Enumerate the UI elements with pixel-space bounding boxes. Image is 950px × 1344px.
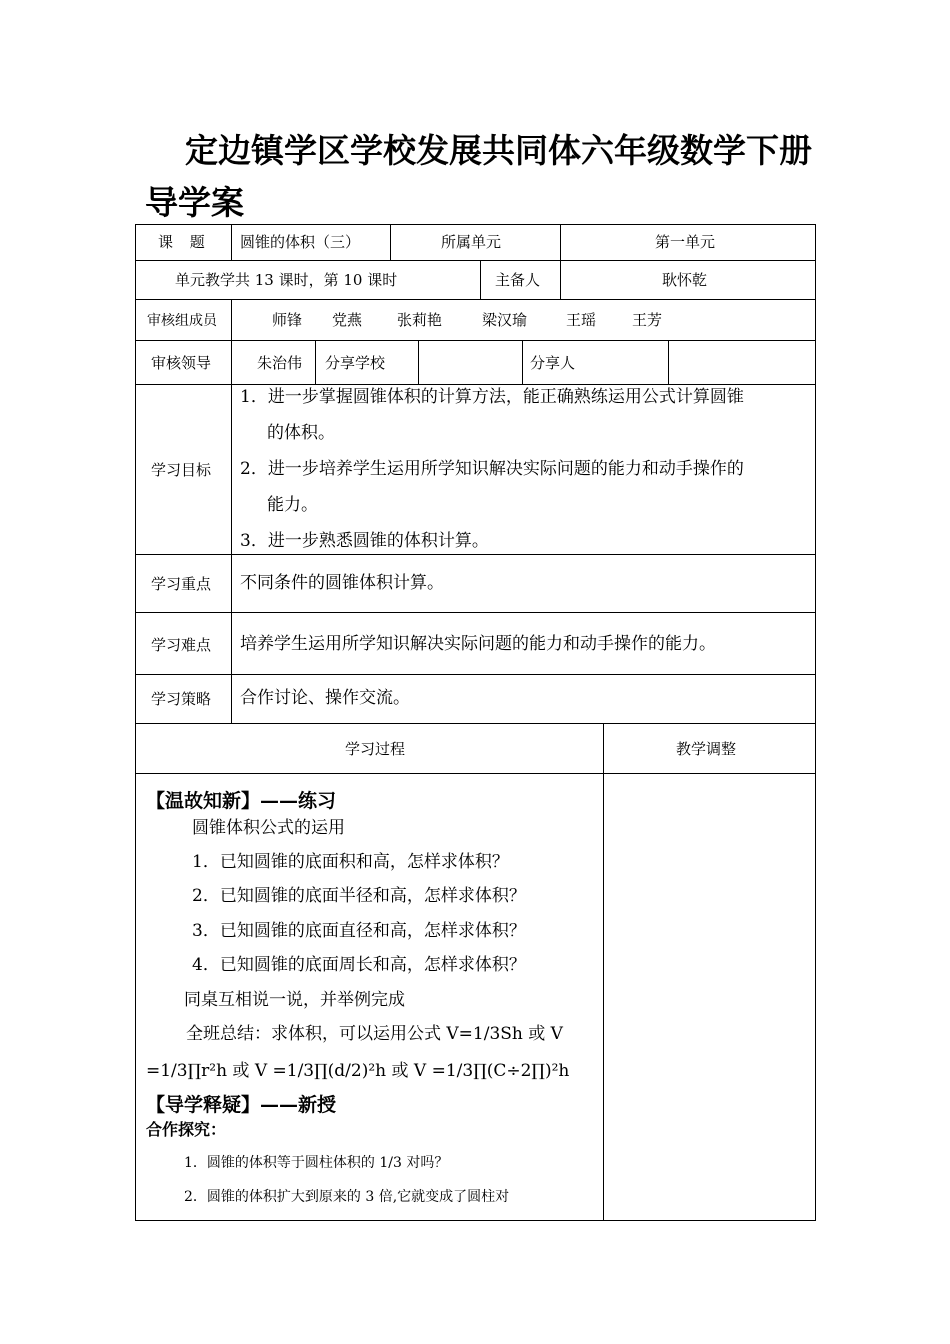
col-divider <box>231 299 232 723</box>
review-leader-value: 朱治伟 <box>257 354 303 372</box>
row-divider <box>135 260 816 261</box>
col-divider <box>668 340 669 384</box>
process-header: 学习过程 <box>345 740 406 758</box>
unit-label: 所属单元 <box>441 233 502 251</box>
focus-text: 不同条件的圆锥体积计算。 <box>240 573 444 593</box>
row-divider <box>135 674 816 675</box>
preparer-label: 主备人 <box>495 271 541 289</box>
col-divider <box>315 340 316 384</box>
preparer-value: 耿怀乾 <box>662 271 708 289</box>
goal-item: 2．进一步培养学生运用所学知识解决实际问题的能力和动手操作的 能力。 <box>240 459 744 515</box>
adjust-header: 教学调整 <box>676 740 737 758</box>
review-section-title: 【温故知新】——练习 <box>146 790 337 812</box>
review-member: 师锋 <box>272 311 303 329</box>
strategy-text: 合作讨论、操作交流。 <box>240 688 410 708</box>
sharer-label: 分享人 <box>530 354 576 372</box>
review-members-label: 审核组成员 <box>147 313 217 329</box>
coop-item: 1．圆锥的体积等于圆柱体积的 1/3 对吗？ <box>184 1155 449 1171</box>
row-divider <box>135 612 816 613</box>
review-member: 梁汉瑜 <box>482 311 528 329</box>
row-divider <box>135 723 816 724</box>
question-item: 3．已知圆锥的底面直径和高，怎样求体积？ <box>192 921 526 941</box>
review-subtitle: 圆锥体积公式的运用 <box>192 818 345 838</box>
topic-value: 圆锥的体积（三） <box>240 233 361 251</box>
page-title: 定边镇学区学校发展共同体六年级数学下册导学案 <box>145 131 812 222</box>
review-leader-label: 审核领导 <box>151 354 212 372</box>
goal-item: 1．进一步掌握圆锥体积的计算方法，能正确熟练运用公式计算圆锥 的体积。 <box>240 387 744 443</box>
col-divider <box>522 340 523 384</box>
discuss-text: 同桌互相说一说，并举例完成 <box>184 990 405 1010</box>
guide-section-title: 【导学释疑】——新授 <box>146 1094 337 1116</box>
review-member: 王瑶 <box>566 311 597 329</box>
unit-value: 第一单元 <box>655 233 716 251</box>
col-divider <box>603 723 604 1221</box>
question-item: 2．已知圆锥的底面半径和高，怎样求体积？ <box>192 886 526 906</box>
goals-label: 学习目标 <box>151 461 212 479</box>
row-divider <box>135 299 816 300</box>
focus-label: 学习重点 <box>151 575 212 593</box>
col-divider <box>390 224 391 260</box>
goal-item: 3．进一步熟悉圆锥的体积计算。 <box>240 531 489 551</box>
difficulty-label: 学习难点 <box>151 636 212 654</box>
lesson-hours: 单元教学共 13 课时，第 10 课时 <box>175 271 398 289</box>
question-item: 4．已知圆锥的底面周长和高，怎样求体积？ <box>192 955 526 975</box>
coop-label: 合作探究： <box>146 1120 227 1139</box>
question-item: 1．已知圆锥的底面积和高，怎样求体积？ <box>192 852 509 872</box>
summary-line: =1/3∏r²h 或 V =1/3∏(d/2)²h 或 V =1/3∏(C÷2∏)²h <box>146 1061 570 1081</box>
row-divider <box>135 340 816 341</box>
review-member: 张莉艳 <box>397 311 443 329</box>
review-member: 党燕 <box>332 311 363 329</box>
strategy-label: 学习策略 <box>151 690 212 708</box>
review-member: 王芳 <box>632 311 663 329</box>
col-divider <box>560 224 561 299</box>
col-divider <box>418 340 419 384</box>
topic-label: 课 题 <box>158 233 211 251</box>
row-divider <box>135 773 816 774</box>
summary-line: 全班总结：求体积，可以运用公式 V=1/3Sh 或 V <box>186 1024 563 1044</box>
col-divider <box>480 260 481 299</box>
col-divider <box>231 224 232 260</box>
coop-item: 2．圆锥的体积扩大到原来的 3 倍,它就变成了圆柱对 <box>184 1189 510 1205</box>
difficulty-text: 培养学生运用所学知识解决实际问题的能力和动手操作的能力。 <box>240 634 716 654</box>
share-school-label: 分享学校 <box>325 354 386 372</box>
